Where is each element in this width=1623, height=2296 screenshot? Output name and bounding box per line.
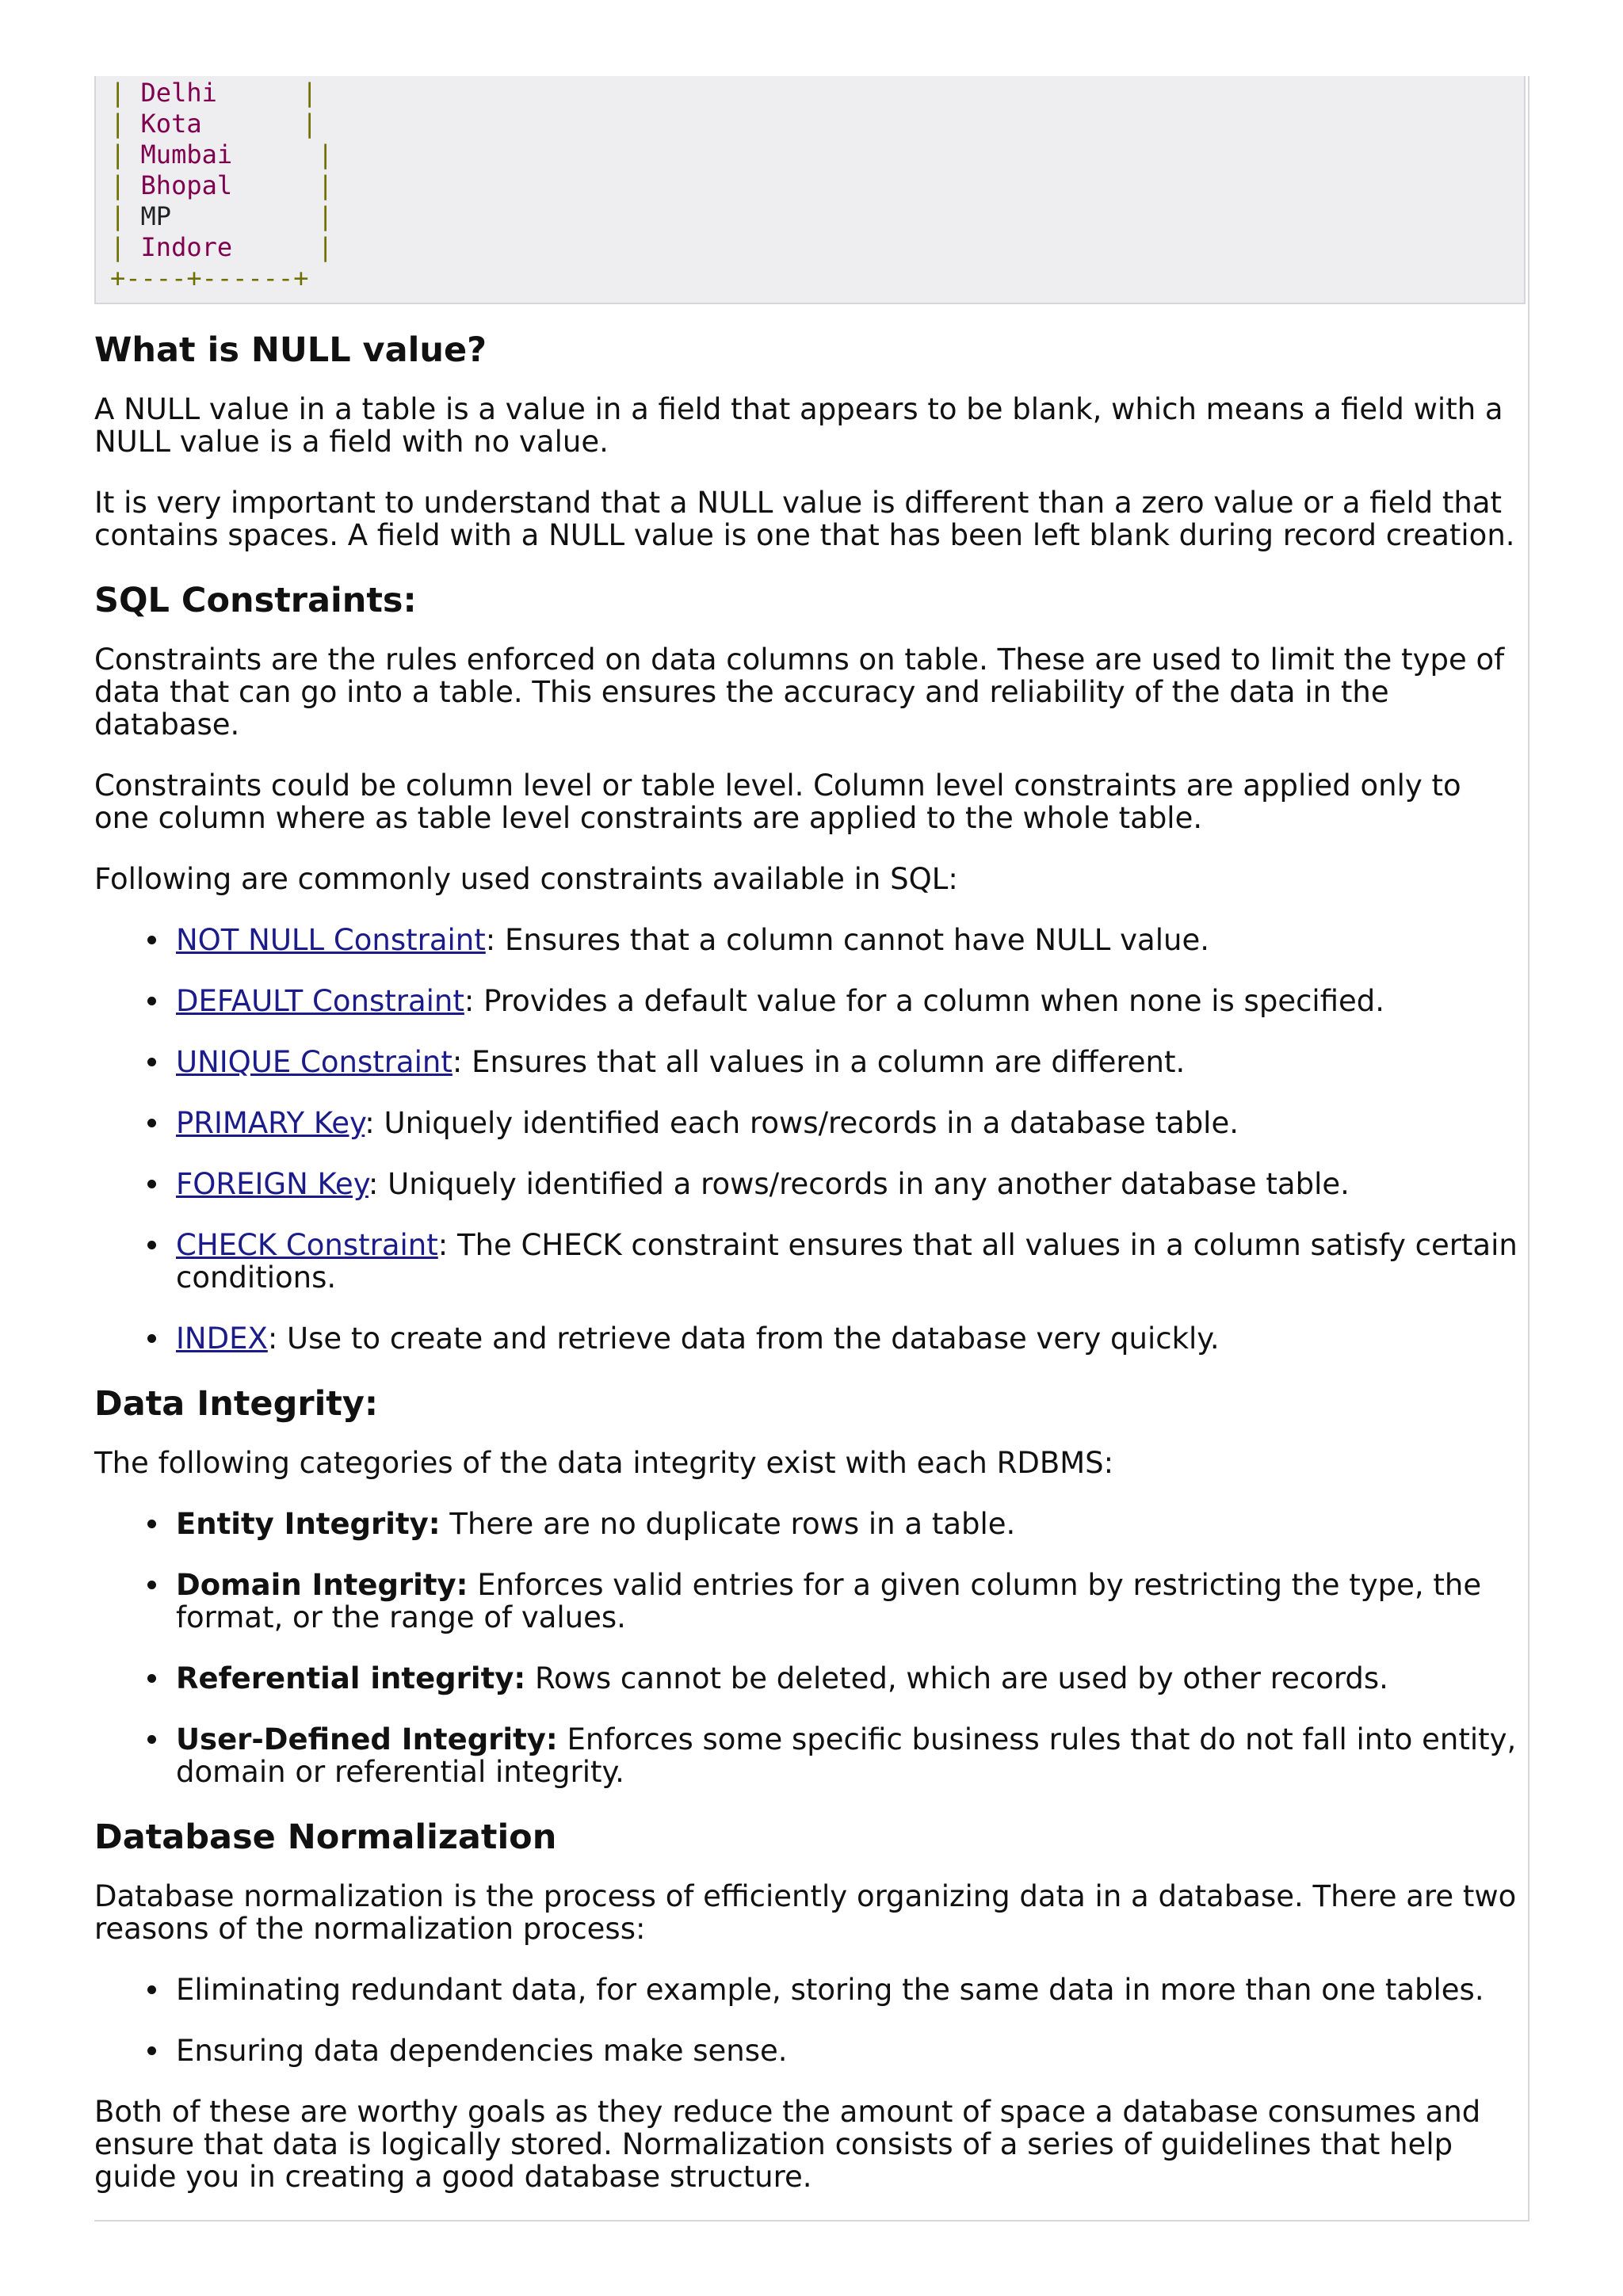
list-item: Ensuring data dependencies make sense.: [176, 2035, 1521, 2067]
paragraph: Constraints are the rules enforced on data columns on table. These are used to limit the type of data that can go into a table. This ensures the accuracy and reliability of the data in the database.: [94, 643, 1505, 742]
link-check-constraint[interactable]: CHECK Constraint: [176, 1228, 438, 1262]
paragraph: Database normalization is the process of efficiently organizing data in a database. There are two reasons of the normalization process:: [94, 1879, 1517, 1946]
heading-null-value: What is NULL value?: [94, 330, 487, 370]
paragraph: Both of these are worthy goals as they reduce the amount of space a database consumes and ensure that data is logically stored. Normalization consists of a series of guidelines that help guide you in creating a good database structure.: [94, 2095, 1481, 2194]
heading-database-normalization: Database Normalization: [94, 1817, 557, 1857]
article-content: [94, 330, 1521, 2222]
list-item: PRIMARY Key: Uniquely identified each rows/records in a database table.: [176, 1107, 1521, 1139]
list-item: Referential integrity: Rows cannot be deleted, which are used by other records.: [176, 1662, 1521, 1695]
paragraph: It is very important to understand that a NULL value is different than a zero value or a field that contains spaces. A field with a NULL value is one that has been left blank during record creation.: [94, 486, 1515, 552]
list-item: Eliminating redundant data, for example, storing the same data in more than one tables.: [176, 1974, 1521, 2006]
paragraph: A NULL value in a table is a value in a field that appears to be blank, which means a field with a NULL value is a field with no value.: [94, 392, 1503, 459]
list-item: NOT NULL Constraint: Ensures that a column cannot have NULL value.: [176, 924, 1521, 956]
list-item: DEFAULT Constraint: Provides a default value for a column when none is specified.: [176, 985, 1521, 1017]
link-unique-constraint[interactable]: UNIQUE Constraint: [176, 1045, 453, 1079]
link-primary-key[interactable]: PRIMARY Key: [176, 1106, 365, 1140]
list-item: Domain Integrity: Enforces valid entries for a given column by restricting the type, the format, or the range of values.: [176, 1569, 1521, 1634]
paragraph: Constraints could be column level or table level. Column level constraints are applied only to one column where as table level constraints are applied to the whole table.: [94, 769, 1461, 835]
heading-data-integrity: Data Integrity:: [94, 1384, 379, 1424]
paragraph: Following are commonly used constraints available in SQL:: [94, 862, 958, 896]
integrity-list: [94, 1508, 1521, 1788]
link-default-constraint[interactable]: DEFAULT Constraint: [176, 984, 464, 1018]
link-foreign-key[interactable]: FOREIGN Key: [176, 1167, 369, 1201]
list-item: UNIQUE Constraint: Ensures that all values in a column are different.: [176, 1046, 1521, 1078]
constraints-list: [94, 924, 1521, 1355]
list-item: Entity Integrity: There are no duplicate rows in a table.: [176, 1508, 1521, 1540]
code-row: | Delhi |: [110, 78, 318, 108]
code-row: | Indore |: [110, 232, 334, 262]
heading-sql-constraints: SQL Constraints:: [94, 581, 417, 620]
code-row: | Kota |: [110, 109, 318, 139]
paragraph: The following categories of the data integrity exist with each RDBMS:: [94, 1446, 1114, 1480]
list-item: INDEX: Use to create and retrieve data from the database very quickly.: [176, 1322, 1521, 1355]
list-item: FOREIGN Key: Uniquely identified a rows/records in any another database table.: [176, 1168, 1521, 1200]
code-block: [94, 76, 1526, 304]
normalization-list: [94, 1974, 1521, 2067]
code-separator: +----+------+: [110, 263, 309, 293]
link-index[interactable]: INDEX: [176, 1322, 268, 1356]
link-not-null-constraint[interactable]: NOT NULL Constraint: [176, 923, 486, 957]
code-row: | Mumbai |: [110, 139, 334, 170]
list-item: CHECK Constraint: The CHECK constraint ensures that all values in a column satisfy certain conditions.: [176, 1229, 1521, 1294]
code-row: | MP |: [110, 201, 334, 231]
list-item: User-Defined Integrity: Enforces some specific business rules that do not fall into entity, domain or referential integrity.: [176, 1723, 1521, 1788]
code-row: | Bhopal |: [110, 170, 334, 200]
